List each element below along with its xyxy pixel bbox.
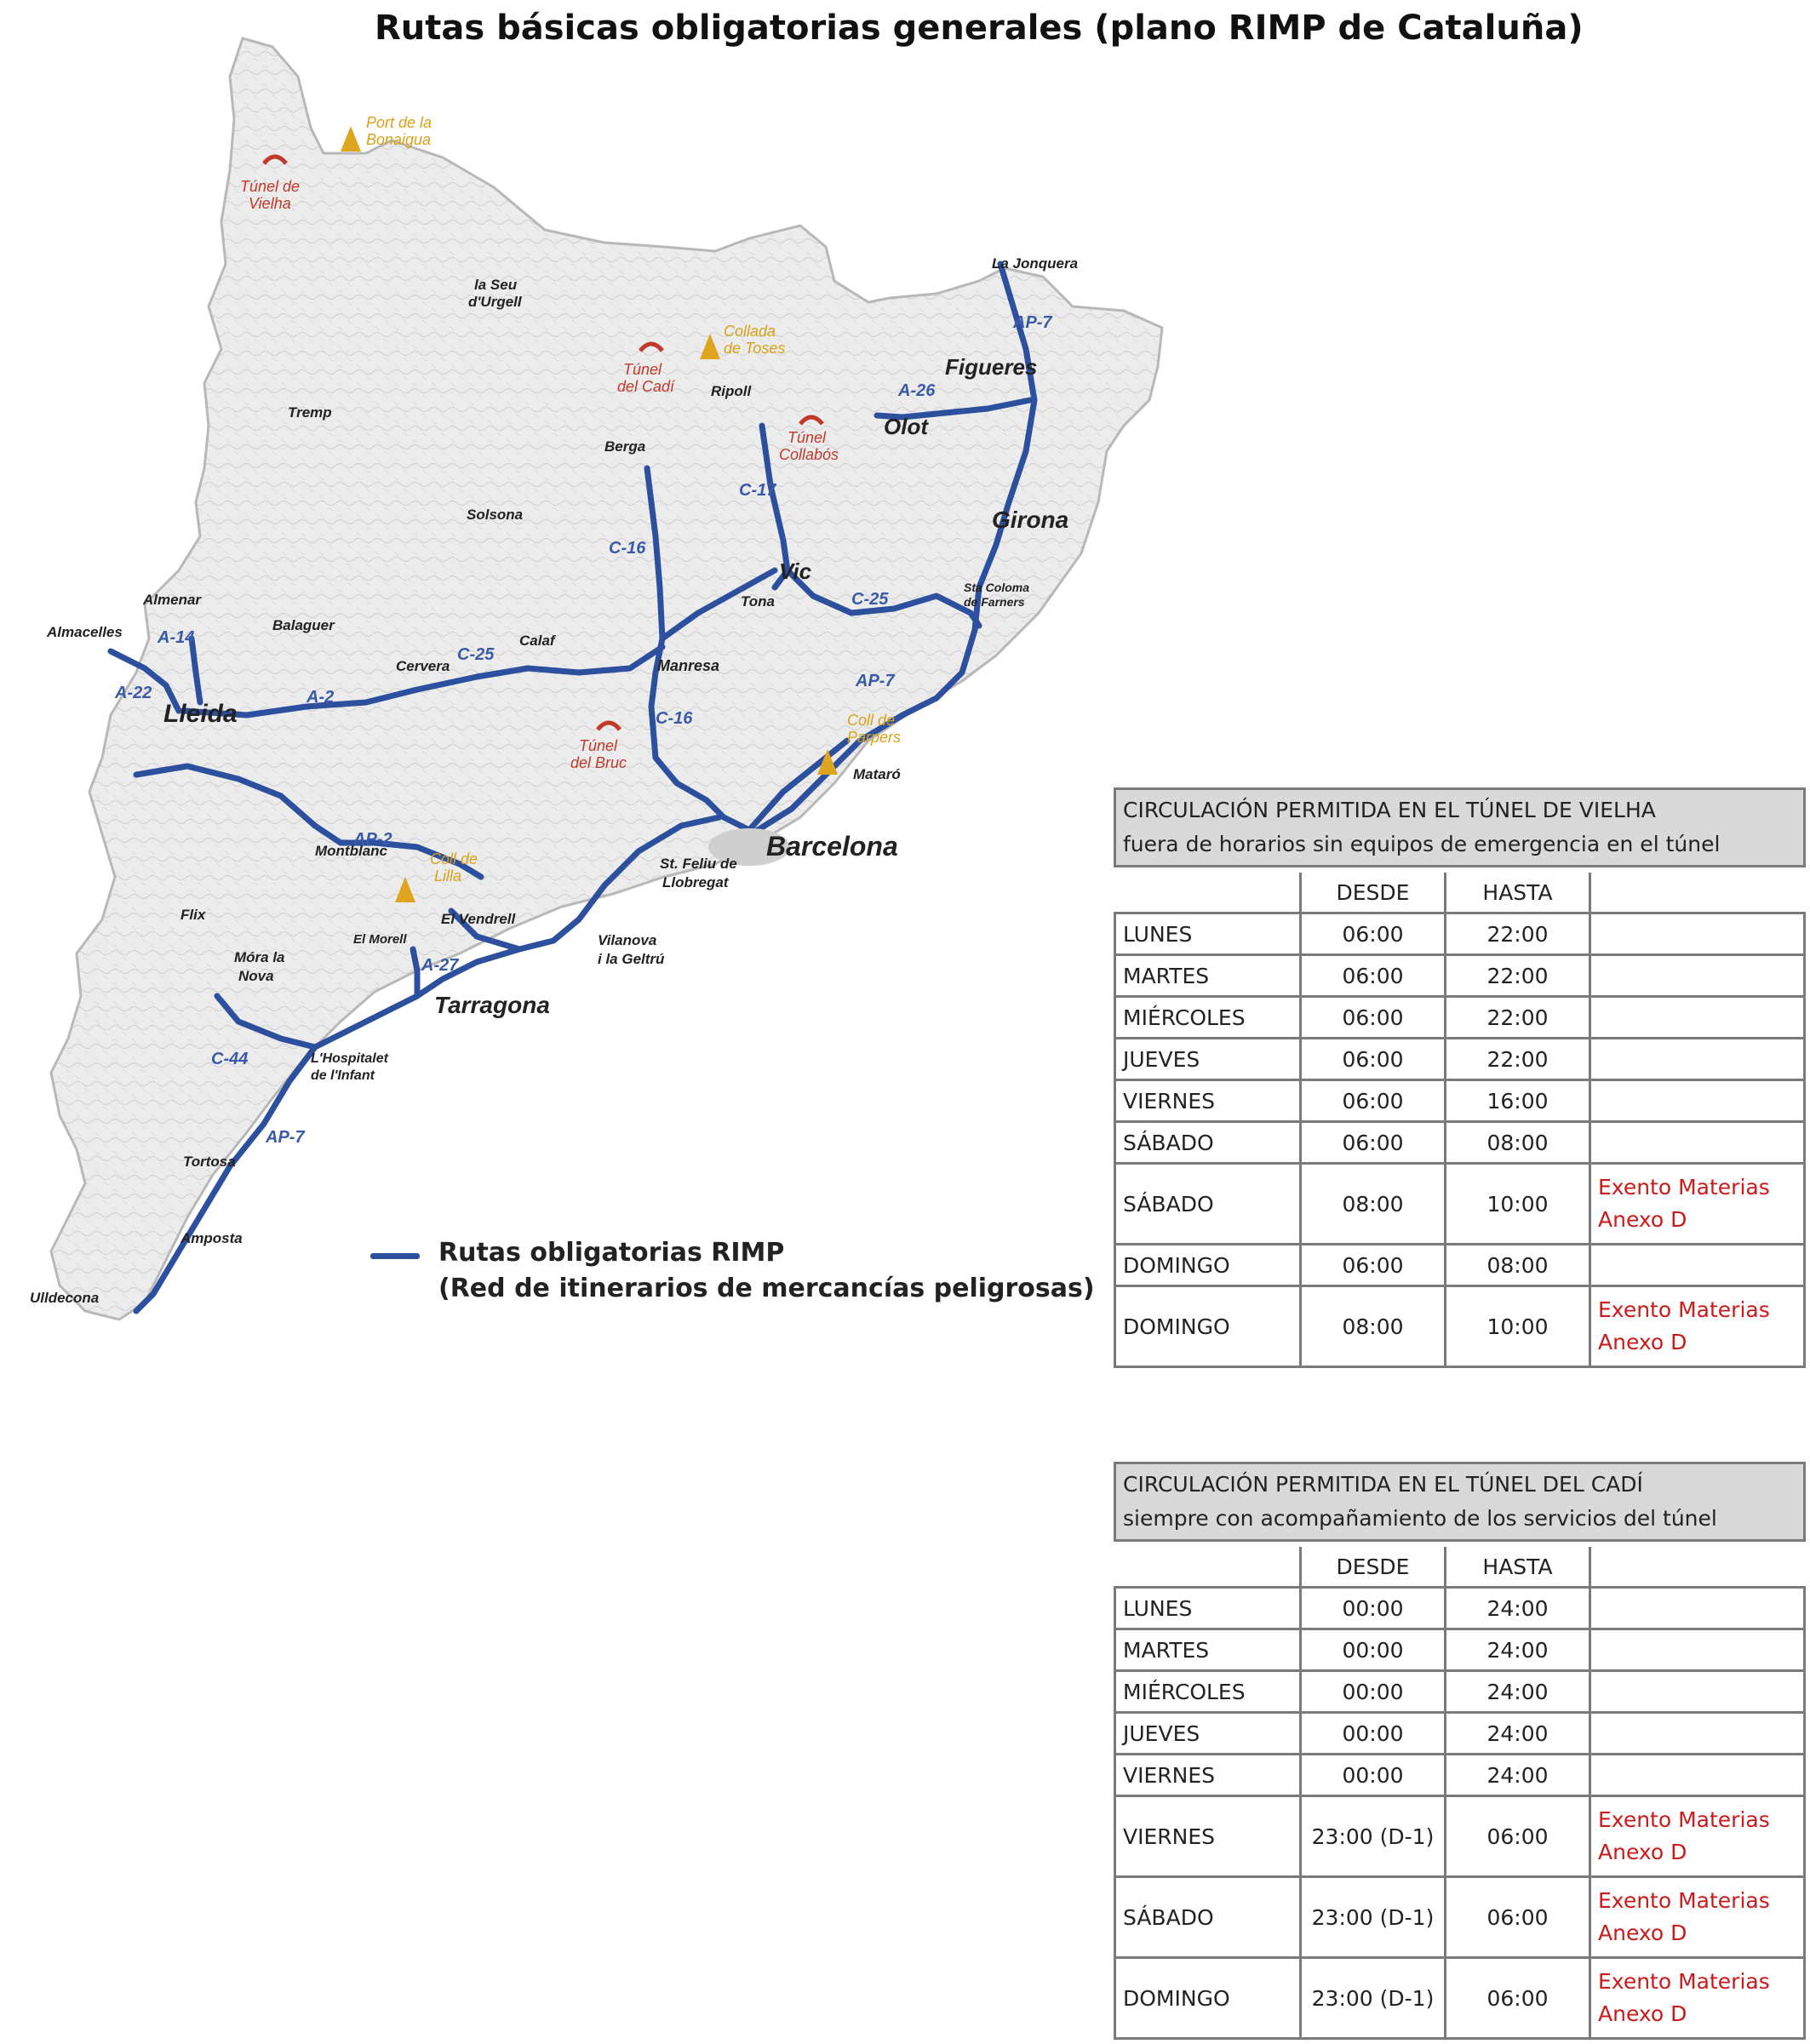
- hasta-cell: 24:00: [1446, 1713, 1590, 1755]
- day-cell: VIERNES: [1115, 1080, 1301, 1122]
- pass-label: Coll de: [430, 850, 478, 867]
- note-cell: [1590, 1039, 1805, 1080]
- vielha-table-header: [1115, 789, 1805, 867]
- note-cell: [1590, 1755, 1805, 1796]
- column-header-day: [1115, 873, 1301, 913]
- tunnel-label: del Bruc: [570, 754, 627, 771]
- place-label: i la Geltrú: [598, 951, 665, 967]
- desde-cell: 06:00: [1301, 997, 1446, 1039]
- note-cell: [1590, 1629, 1805, 1671]
- note-cell: [1590, 913, 1805, 955]
- hasta-cell: 24:00: [1446, 1755, 1590, 1796]
- table-row: [1115, 955, 1805, 997]
- day-cell: JUEVES: [1115, 1039, 1301, 1080]
- hasta-cell: 08:00: [1446, 1122, 1590, 1164]
- place-label: Amposta: [180, 1230, 243, 1246]
- place-label: El Morell: [353, 932, 407, 947]
- table-row: [1115, 1122, 1805, 1164]
- road-label: C-16: [656, 709, 693, 728]
- tunnel-label: Túnel de: [240, 178, 301, 195]
- place-label: Solsona: [467, 507, 524, 523]
- tunnel-label: Túnel: [579, 737, 618, 754]
- place-label: Berga: [604, 438, 646, 455]
- hasta-cell: 24:00: [1446, 1671, 1590, 1713]
- road-label: C-16: [609, 539, 646, 558]
- hasta-cell: 24:00: [1446, 1588, 1590, 1629]
- desde-cell: 23:00 (D-1): [1301, 1796, 1446, 1877]
- city-label: Tarragona: [434, 992, 550, 1018]
- road-label: C-44: [211, 1050, 249, 1068]
- day-cell: DOMINGO: [1115, 1286, 1301, 1367]
- desde-cell: 06:00: [1301, 1080, 1446, 1122]
- note-cell: [1590, 1080, 1805, 1122]
- place-label: Almenar: [143, 592, 202, 608]
- column-header-desde: DESDE: [1301, 873, 1446, 913]
- cadi-header-subtitle: siempre con acompañamiento de los servicios del túnel: [1123, 1506, 1717, 1531]
- pass-label: Parpers: [847, 729, 902, 746]
- table-row: [1115, 1286, 1805, 1367]
- desde-cell: 00:00: [1301, 1588, 1446, 1629]
- place-label: Vilanova: [598, 932, 657, 948]
- desde-cell: 06:00: [1301, 955, 1446, 997]
- road-label: AP-2: [353, 830, 392, 849]
- hasta-cell: 24:00: [1446, 1629, 1590, 1671]
- place-label: Ulldecona: [30, 1290, 100, 1306]
- tunnel-label: Túnel: [623, 361, 662, 378]
- tunnel-label: Túnel: [788, 429, 827, 446]
- desde-cell: 23:00 (D-1): [1301, 1877, 1446, 1958]
- city-label: Girona: [992, 507, 1069, 533]
- hasta-cell: 16:00: [1446, 1080, 1590, 1122]
- desde-cell: 06:00: [1301, 1122, 1446, 1164]
- hasta-cell: 22:00: [1446, 1039, 1590, 1080]
- place-label: La Jonquera: [992, 255, 1079, 272]
- page-title: Rutas básicas obligatorias generales (plano RIMP de Cataluña): [375, 9, 1584, 48]
- place-label: Tremp: [288, 404, 332, 421]
- table-row: [1115, 1039, 1805, 1080]
- table-row: [1115, 1671, 1805, 1713]
- note-cell: Exento Materias Anexo D: [1590, 1164, 1805, 1245]
- road-label: A-27: [421, 956, 459, 975]
- legend-route-swatch: [370, 1253, 420, 1259]
- day-cell: SÁBADO: [1115, 1877, 1301, 1958]
- desde-cell: 23:00 (D-1): [1301, 1958, 1446, 2039]
- pass-label: Bonaigua: [366, 131, 432, 148]
- place-label: Flix: [180, 907, 206, 923]
- desde-cell: 06:00: [1301, 1245, 1446, 1286]
- tunnel-label: Vielha: [249, 195, 291, 212]
- pass-label: Coll de: [847, 712, 896, 729]
- note-cell: Exento Materias Anexo D: [1590, 1796, 1805, 1877]
- road-label: A-22: [115, 684, 152, 702]
- day-cell: MARTES: [1115, 955, 1301, 997]
- catalonia-map: [17, 26, 1175, 1337]
- pass-label: Lilla: [434, 867, 462, 885]
- vielha-header-subtitle: fuera de horarios sin equipos de emergencia en el túnel: [1123, 832, 1721, 856]
- cadi-schedule-table: [1114, 1462, 1806, 2040]
- hasta-cell: 22:00: [1446, 997, 1590, 1039]
- day-cell: DOMINGO: [1115, 1958, 1301, 2039]
- hasta-cell: 06:00: [1446, 1796, 1590, 1877]
- road-label: AP-7: [856, 672, 895, 690]
- column-header-note: [1590, 1547, 1805, 1588]
- table-row: [1115, 1877, 1805, 1958]
- table-row: [1115, 1588, 1805, 1629]
- desde-cell: 00:00: [1301, 1755, 1446, 1796]
- day-cell: SÁBADO: [1115, 1164, 1301, 1245]
- place-label: Balaguer: [272, 617, 335, 633]
- hasta-cell: 08:00: [1446, 1245, 1590, 1286]
- day-cell: SÁBADO: [1115, 1122, 1301, 1164]
- mountain-pass-icon: [341, 126, 361, 152]
- desde-cell: 06:00: [1301, 913, 1446, 955]
- note-cell: [1590, 1588, 1805, 1629]
- desde-cell: 00:00: [1301, 1671, 1446, 1713]
- place-label: Cervera: [396, 658, 450, 674]
- tunnel-label: del Cadí: [617, 378, 675, 395]
- note-cell: [1590, 1671, 1805, 1713]
- city-label: Barcelona: [766, 831, 898, 862]
- place-label: la Seu: [474, 277, 518, 293]
- cadi-header-title: CIRCULACIÓN PERMITIDA EN EL TÚNEL DEL CADÍ: [1123, 1472, 1643, 1497]
- table-row: [1115, 1796, 1805, 1877]
- day-cell: LUNES: [1115, 1588, 1301, 1629]
- place-label: Tona: [741, 593, 775, 610]
- table-row: [1115, 1713, 1805, 1755]
- place-label: Sta Coloma: [964, 581, 1030, 594]
- legend-title: Rutas obligatorias RIMP: [438, 1238, 785, 1268]
- hasta-cell: 06:00: [1446, 1958, 1590, 2039]
- map-legend: [370, 1233, 1095, 1326]
- hasta-cell: 22:00: [1446, 955, 1590, 997]
- column-header-hasta: HASTA: [1446, 873, 1590, 913]
- pass-label: de Toses: [724, 340, 786, 357]
- note-cell: [1590, 997, 1805, 1039]
- place-label: Nova: [238, 968, 274, 984]
- place-label: Móra la: [234, 949, 285, 965]
- pass-label: Port de la: [366, 114, 432, 131]
- note-cell: [1590, 1713, 1805, 1755]
- place-label: El Vendrell: [441, 911, 516, 927]
- vielha-schedule-table: [1114, 787, 1806, 1368]
- road-label: A-2: [306, 688, 335, 707]
- place-label: L'Hospitalet: [311, 1051, 388, 1066]
- table-row: [1115, 1080, 1805, 1122]
- hasta-cell: 10:00: [1446, 1164, 1590, 1245]
- desde-cell: 08:00: [1301, 1286, 1446, 1367]
- desde-cell: 06:00: [1301, 1039, 1446, 1080]
- table-row: [1115, 997, 1805, 1039]
- day-cell: DOMINGO: [1115, 1245, 1301, 1286]
- desde-cell: 00:00: [1301, 1629, 1446, 1671]
- day-cell: LUNES: [1115, 913, 1301, 955]
- cadi-table-header: [1115, 1463, 1805, 1541]
- table-row: [1115, 1755, 1805, 1796]
- place-label: Mataró: [853, 766, 901, 782]
- table-row: [1115, 1164, 1805, 1245]
- place-label: Tortosa: [183, 1154, 236, 1170]
- column-header-day: [1115, 1547, 1301, 1588]
- hasta-cell: 22:00: [1446, 913, 1590, 955]
- place-label: Almacelles: [47, 624, 123, 640]
- road-label: C-17: [739, 481, 776, 500]
- city-label: Vic: [779, 558, 812, 584]
- place-label: de Farners: [964, 595, 1025, 609]
- place-label: St. Feliu de: [660, 856, 737, 872]
- road-label: C-25: [851, 590, 889, 609]
- column-header-note: [1590, 873, 1805, 913]
- city-label: Lleida: [163, 700, 238, 728]
- road-label: AP-7: [1013, 313, 1052, 332]
- road-label: A-26: [898, 381, 936, 400]
- hasta-cell: 10:00: [1446, 1286, 1590, 1367]
- day-cell: VIERNES: [1115, 1755, 1301, 1796]
- place-label: Ripoll: [711, 383, 752, 399]
- day-cell: VIERNES: [1115, 1796, 1301, 1877]
- note-cell: Exento Materias Anexo D: [1590, 1958, 1805, 2039]
- pass-label: Collada: [724, 323, 776, 340]
- road-label: AP-7: [266, 1128, 305, 1147]
- desde-cell: 08:00: [1301, 1164, 1446, 1245]
- column-header-hasta: HASTA: [1446, 1547, 1590, 1588]
- place-label: Calaf: [519, 633, 555, 649]
- place-label: Montblanc: [315, 843, 387, 859]
- city-label: Figueres: [945, 354, 1038, 380]
- note-cell: Exento Materias Anexo D: [1590, 1877, 1805, 1958]
- table-row: [1115, 1958, 1805, 2039]
- day-cell: MIÉRCOLES: [1115, 997, 1301, 1039]
- note-cell: Exento Materias Anexo D: [1590, 1286, 1805, 1367]
- note-cell: [1590, 955, 1805, 997]
- road-label: A-14: [158, 628, 195, 647]
- note-cell: [1590, 1122, 1805, 1164]
- column-header-desde: DESDE: [1301, 1547, 1446, 1588]
- city-label: Olot: [884, 414, 928, 439]
- table-row: [1115, 1245, 1805, 1286]
- day-cell: JUEVES: [1115, 1713, 1301, 1755]
- table-row: [1115, 913, 1805, 955]
- tunnel-label: Collabós: [779, 446, 839, 463]
- place-label: Llobregat: [662, 874, 729, 890]
- day-cell: MARTES: [1115, 1629, 1301, 1671]
- note-cell: [1590, 1245, 1805, 1286]
- road-label: C-25: [457, 645, 495, 664]
- desde-cell: 00:00: [1301, 1713, 1446, 1755]
- table-row: [1115, 1629, 1805, 1671]
- legend-subtitle: (Red de itinerarios de mercancías peligrosas): [438, 1274, 1095, 1303]
- place-label: de l'Infant: [311, 1068, 375, 1083]
- day-cell: MIÉRCOLES: [1115, 1671, 1301, 1713]
- city-label: Manresa: [657, 657, 720, 674]
- place-label: d'Urgell: [468, 294, 522, 310]
- hasta-cell: 06:00: [1446, 1877, 1590, 1958]
- catalonia-territory: [51, 38, 1162, 1320]
- vielha-header-title: CIRCULACIÓN PERMITIDA EN EL TÚNEL DE VIELHA: [1123, 798, 1656, 822]
